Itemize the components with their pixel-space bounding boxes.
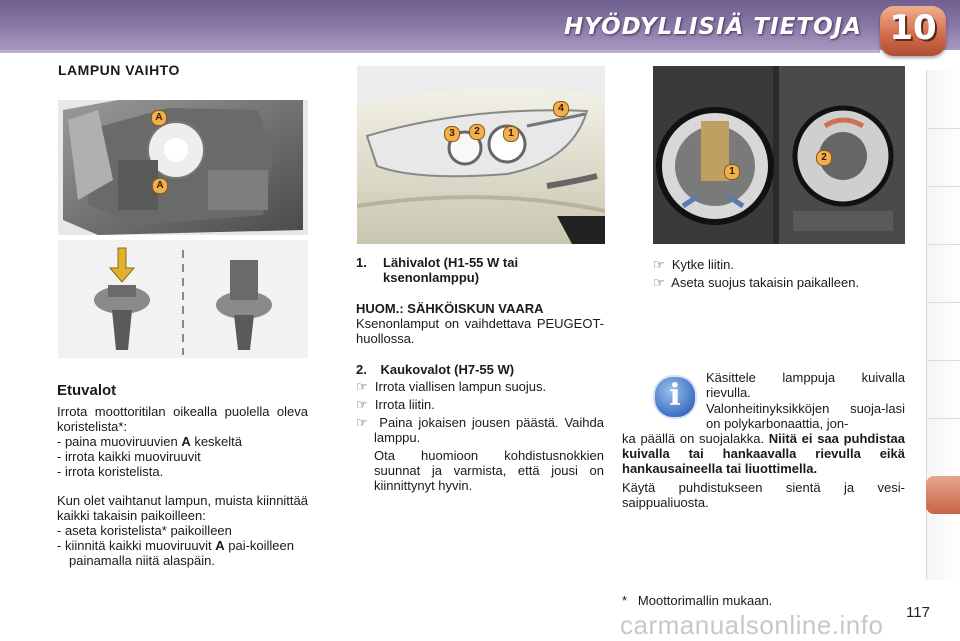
- info-text-2: [622, 431, 905, 476]
- steps-list-refit: [653, 257, 905, 290]
- footnote-mark: *: [622, 593, 628, 608]
- header-rule: [0, 50, 880, 53]
- pointing-hand-icon: ☞: [356, 379, 368, 394]
- list-item-text: Kytke liitin.: [671, 257, 735, 272]
- page-number: 117: [906, 604, 930, 621]
- tab-divider: [927, 302, 960, 303]
- footnote-text: Moottorimallin mukaan.: [637, 593, 773, 608]
- list-item-text: irrota koristelista.: [64, 464, 164, 479]
- list-item-text: kiinnitä kaikki muoviruuvit: [64, 538, 216, 553]
- tab-divider: [927, 418, 960, 419]
- connector-label-1: 1: [724, 164, 740, 180]
- pointing-hand-icon: ☞: [653, 257, 665, 272]
- pointing-hand-icon: ☞: [356, 397, 368, 412]
- bulb-label-1: 1: [503, 126, 519, 142]
- list-item: [356, 415, 604, 445]
- alignment-note: Ota huomioon kohdistusnokkien suunnat ja varmista, että jousi on kiinnittynyt hyvin.: [374, 448, 604, 493]
- tab-divider: [927, 244, 960, 245]
- tab-divider: [927, 128, 960, 129]
- engine-bay-illustration: [58, 100, 308, 358]
- steps-list-reinstall: [57, 523, 308, 568]
- pointing-hand-icon: ☞: [356, 415, 368, 430]
- list-item: [653, 275, 905, 290]
- list-item-text: irrota kaikki muoviruuvit: [64, 449, 201, 464]
- bulb-holder-illustration: [653, 66, 905, 244]
- item-number: 2.: [356, 362, 367, 377]
- page-header-title: HYÖDYLLISIÄ TIETOJA: [564, 14, 862, 40]
- active-chapter-tab[interactable]: [926, 476, 960, 514]
- info-warning-bold: Niitä ei saa puhdistaa kuivalla tai hankaavalla rievulla eikä hankausaineella tai liuottimella.: [622, 431, 905, 476]
- warning-title: HUOM.: SÄHKÖISKUN VAARA: [356, 301, 544, 316]
- list-item: [356, 379, 604, 394]
- headlamp-illustration: [357, 66, 605, 244]
- list-item: [356, 397, 604, 412]
- list-item: - aseta koristelista* paikoilleen: [57, 523, 232, 538]
- item-title: Kaukovalot (H7-55 W): [380, 362, 515, 377]
- info-text-2a: Valonheitinyksikköjen suoja-lasi on polykarbonaattia, jon-: [706, 401, 905, 431]
- warning-text: Ksenonlamput on vaihdettava PEUGEOT-huollossa.: [356, 316, 604, 346]
- footnote: [622, 593, 772, 608]
- info-text-1: Käsittele lamppuja kuivalla rievulla.: [706, 370, 905, 400]
- info-text-2-tail: ka päällä on suojalakka.: [622, 431, 769, 446]
- info-icon-glyph: i: [669, 378, 681, 413]
- steps-list-bulb: [356, 379, 604, 493]
- subsection-heading: Etuvalot: [57, 382, 117, 399]
- fastener-ref: A: [181, 434, 191, 449]
- fastener-label-a: A: [151, 110, 167, 126]
- site-watermark: carmanualsonline.info: [620, 610, 884, 640]
- list-item: - irrota kaikki muoviruuvit: [57, 449, 201, 464]
- list-item-text: paina muoviruuvien: [64, 434, 182, 449]
- reinstall-paragraph: Kun olet vaihtanut lampun, muista kiinnittää kaikki takaisin paikoilleen:: [57, 493, 308, 523]
- list-item-text: Aseta suojus takaisin paikalleen.: [671, 275, 860, 290]
- fastener-label-a: A: [152, 178, 168, 194]
- list-item-text: Irrota liitin.: [374, 397, 435, 412]
- list-item: - kiinnitä kaikki muoviruuvit A pai-koilleen painamalla niitä alaspäin.: [57, 538, 294, 568]
- bulb-label-4: 4: [553, 101, 569, 117]
- item-number: 1.: [356, 255, 367, 270]
- steps-list-remove: [57, 434, 308, 479]
- intro-paragraph: Irrota moottoritilan oikealla puolella oleva koristelista*:: [57, 404, 308, 434]
- fastener-ref: A: [215, 538, 225, 553]
- item-1: [356, 255, 604, 285]
- bulb-label-2: 2: [469, 124, 485, 140]
- section-title: LAMPUN VAIHTO: [58, 62, 180, 78]
- info-text-3: Käytä puhdistukseen sientä ja vesi-saippualiuosta.: [622, 480, 905, 510]
- item-2: [356, 362, 514, 377]
- list-item: [653, 257, 905, 272]
- tab-divider: [927, 360, 960, 361]
- list-item-text: Irrota viallisen lampun suojus.: [374, 379, 547, 394]
- pointing-hand-icon: ☞: [653, 275, 665, 290]
- list-item-text: Paina jokaisen jousen päästä. Vaihda lamppu.: [374, 415, 604, 445]
- item-title: Lähivalot (H1-55 W tai ksenonlamppu): [383, 255, 519, 285]
- list-item-text: pai-koilleen painamalla niitä alaspäin.: [69, 538, 294, 568]
- chapter-number: 10: [889, 8, 937, 48]
- list-item-text: keskeltä: [190, 434, 243, 449]
- list-item-text: aseta koristelista* paikoilleen: [64, 523, 232, 538]
- bulb-label-3: 3: [444, 126, 460, 142]
- list-item: - paina muoviruuvien A keskeltä: [57, 434, 243, 449]
- cover-label-2: 2: [816, 150, 832, 166]
- list-item: - irrota koristelista.: [57, 464, 164, 479]
- tab-divider: [927, 186, 960, 187]
